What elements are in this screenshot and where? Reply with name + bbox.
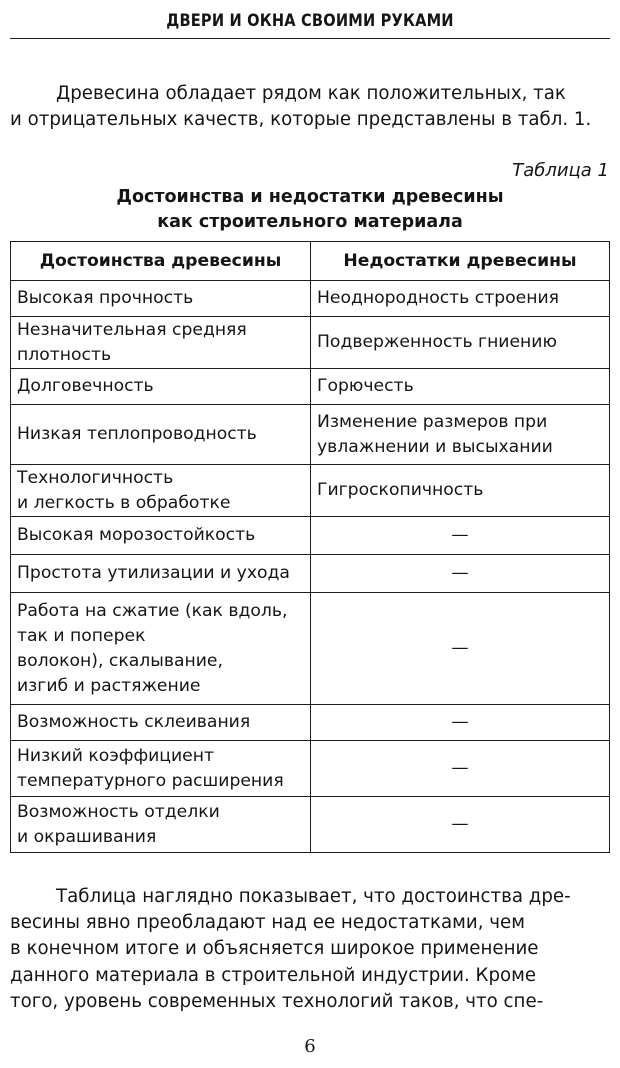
cell-line: изгиб и растяжение — [17, 675, 201, 696]
table-title-line: как строительного материала — [157, 212, 463, 232]
cell-line: — — [451, 638, 469, 658]
intro-line: и отрицательных качеств, которые представлены в табл. 1. — [10, 109, 592, 131]
advantage-cell — [11, 741, 311, 797]
conclusion-line: того, уровень современных технологий таков, что спе- — [10, 990, 544, 1012]
cell-line: Работа на сжатие (как вдоль, — [17, 600, 288, 621]
advantage-cell — [11, 369, 311, 405]
table-row — [11, 317, 610, 369]
cell-line: и окрашивания — [17, 826, 157, 847]
table-row — [11, 797, 610, 853]
advantage-cell — [11, 465, 311, 517]
table-header-row — [11, 242, 610, 281]
table-row — [11, 741, 610, 797]
cell-line: — — [451, 563, 469, 583]
running-header-title: ДВЕРИ И ОКНА СВОИМИ РУКАМИ — [166, 11, 454, 31]
table-row — [11, 705, 610, 741]
advantage-cell — [11, 317, 311, 369]
header-advantages: Достоинства древесины — [11, 242, 311, 281]
cell-line: так и поперек — [17, 625, 146, 646]
advantage-cell — [11, 405, 311, 465]
cell-line: — — [451, 712, 469, 732]
cell-line: — — [451, 814, 469, 834]
cell-line: Незначительная средняя — [17, 319, 247, 340]
table-row — [11, 369, 610, 405]
cell-line: Подверженность гниению — [317, 332, 557, 352]
cell-line: плотность — [17, 344, 112, 365]
intro-paragraph — [10, 81, 608, 133]
disadvantage-cell — [311, 517, 610, 555]
cell-line: Технологичность — [17, 467, 174, 488]
conclusion-line: в конечном итоге и объясняется широкое применение — [10, 938, 539, 960]
disadvantage-cell — [311, 405, 610, 465]
cell-line: увлажнении и высыхании — [317, 436, 553, 457]
cell-line: Высокая прочность — [17, 288, 194, 308]
cell-line: Низкая теплопроводность — [17, 424, 257, 444]
cell-line: Возможность склеивания — [17, 712, 251, 732]
cell-line: Возможность отделки — [17, 801, 220, 822]
cell-line: Простота утилизации и ухода — [17, 563, 290, 583]
table-row — [11, 555, 610, 593]
conclusion-line: данного материала в строительной индустрии. Кроме — [10, 964, 537, 986]
advantage-cell — [11, 281, 311, 317]
disadvantage-cell — [311, 281, 610, 317]
table-title-line: Достоинства и недостатки древесины — [116, 187, 504, 207]
advantage-cell — [11, 705, 311, 741]
cell-line: Высокая морозостойкость — [17, 525, 256, 545]
cell-line: температурного расширения — [17, 770, 284, 791]
page-number: 6 — [304, 1036, 316, 1057]
disadvantage-cell — [311, 317, 610, 369]
cell-line: волокон), скалывание, — [17, 650, 223, 671]
cell-line: — — [451, 525, 469, 545]
cell-line: и легкость в обработке — [17, 492, 231, 513]
conclusion-line: весины явно преобладают над ее недостатками, чем — [10, 912, 525, 934]
table-row — [11, 281, 610, 317]
cell-line: Низкий коэффициент — [17, 745, 215, 766]
table-caption: Таблица 1 — [512, 160, 609, 181]
conclusion-line: Таблица наглядно показывает, что достоинства дре- — [56, 886, 571, 907]
cell-line: Долговечность — [17, 376, 154, 396]
cell-line: — — [451, 758, 469, 778]
header-disadvantages: Недостатки древесины — [311, 242, 610, 281]
cell-line: Изменение размеров при — [317, 411, 548, 432]
advantage-cell — [11, 797, 311, 853]
intro-line: Древесина обладает рядом как положительных, так — [56, 83, 566, 104]
running-header — [10, 6, 610, 39]
disadvantage-cell — [311, 369, 610, 405]
conclusion-paragraph — [10, 884, 608, 1015]
advantage-cell — [11, 555, 311, 593]
disadvantage-cell — [311, 705, 610, 741]
disadvantage-cell — [311, 741, 610, 797]
cell-line: Гигроскопичность — [317, 480, 484, 500]
cell-line: Горючесть — [317, 376, 414, 396]
table-row — [11, 465, 610, 517]
table-row — [11, 517, 610, 555]
disadvantage-cell — [311, 593, 610, 705]
disadvantage-cell — [311, 465, 610, 517]
table-row — [11, 405, 610, 465]
table-row — [11, 593, 610, 705]
disadvantage-cell — [311, 797, 610, 853]
advantage-cell — [11, 593, 311, 705]
pros-cons-table — [10, 241, 610, 853]
table-title — [10, 185, 610, 235]
advantage-cell — [11, 517, 311, 555]
disadvantage-cell — [311, 555, 610, 593]
cell-line: Неоднородность строения — [317, 288, 559, 308]
